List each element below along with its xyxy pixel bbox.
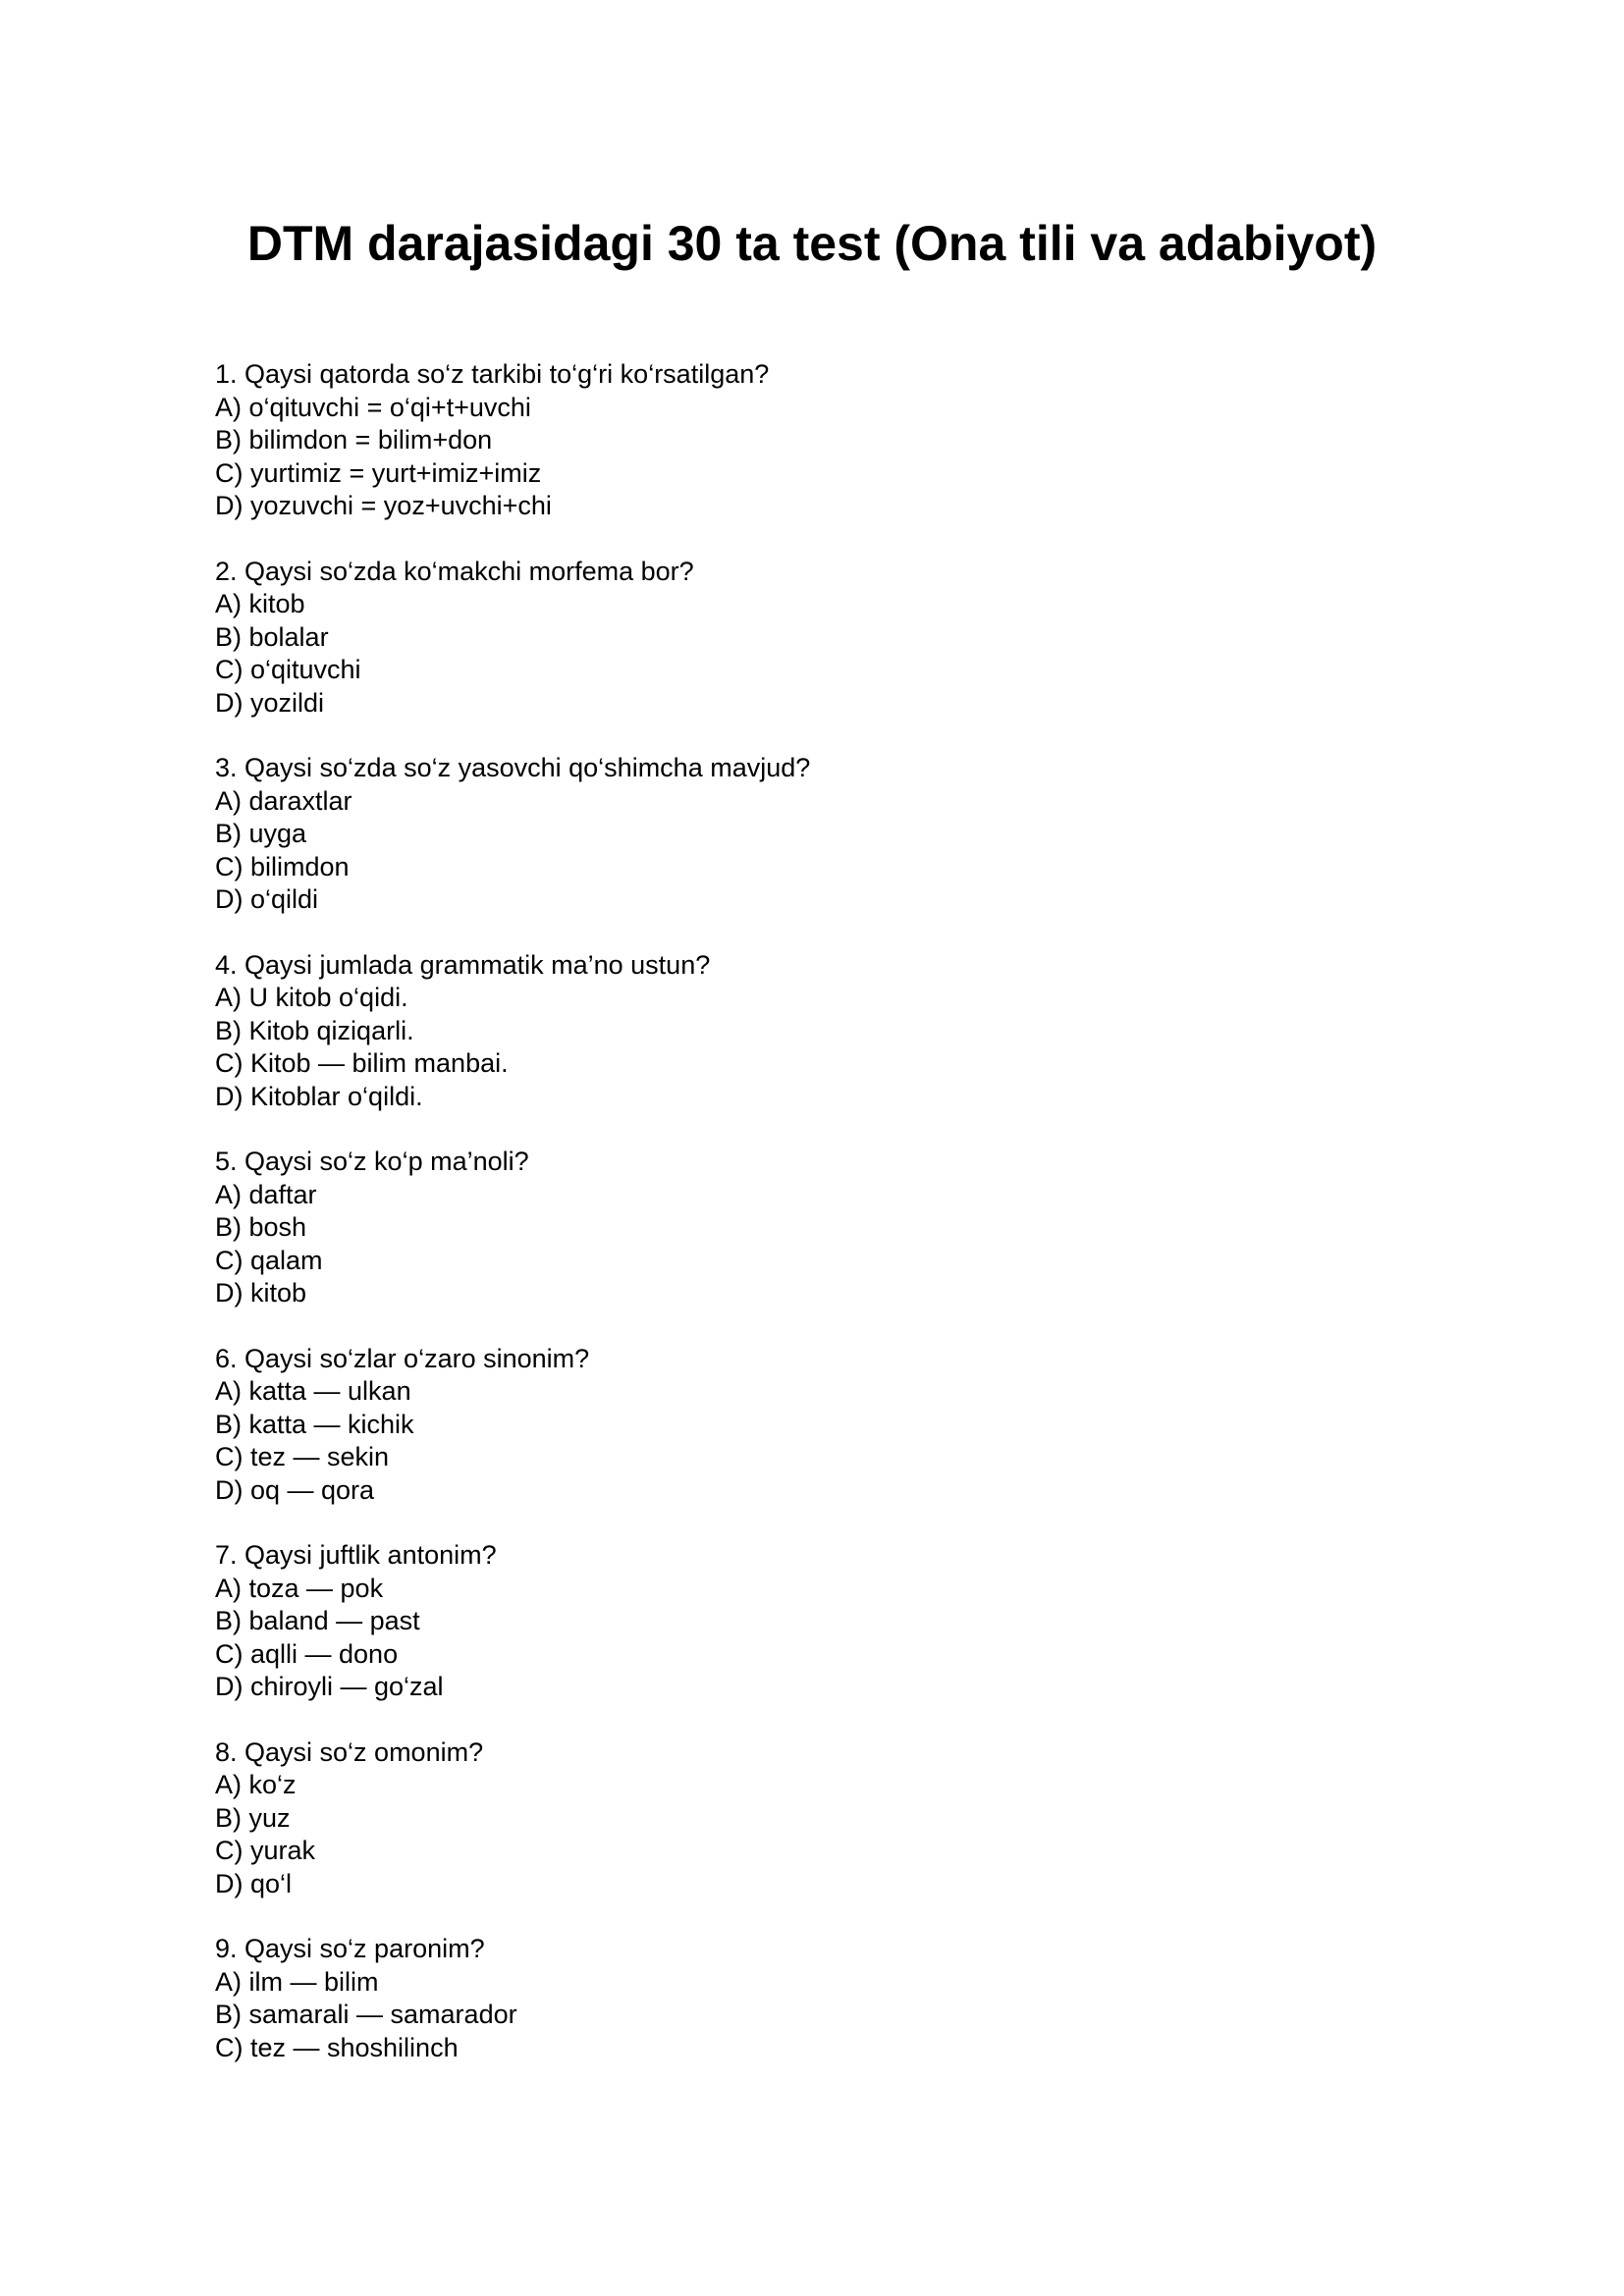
answer-option: D) oq — qora <box>215 1474 375 1505</box>
question-text: 2. Qaysi so‘zda ko‘makchi morfema bor? <box>215 556 694 586</box>
answer-option: D) Kitoblar o‘qildi. <box>215 1081 423 1111</box>
answer-option: B) katta — kichik <box>215 1409 414 1439</box>
question-text: 9. Qaysi so‘z paronim? <box>215 1934 485 1963</box>
answer-option: B) bosh <box>215 1212 307 1242</box>
answer-option: C) yurak <box>215 1836 316 1865</box>
question-text: 1. Qaysi qatorda so‘z tarkibi to‘g‘ri ko‘rsatilgan? <box>215 359 770 389</box>
question-block <box>215 358 1413 523</box>
answer-option: C) aqlli — dono <box>215 1638 399 1669</box>
answer-option: A) U kitob o‘qidi. <box>215 983 408 1012</box>
question-text: 6. Qaysi so‘zlar o‘zaro sinonim? <box>215 1343 590 1373</box>
answer-option: B) bilimdon = bilim+don <box>215 425 493 454</box>
answer-option: C) bilimdon <box>215 851 350 881</box>
answer-option: C) yurtimiz = yurt+imiz+imiz <box>215 457 542 488</box>
answer-option: C) tez — shoshilinch <box>215 2032 459 2062</box>
answer-option: A) o‘qituvchi = o‘qi+t+uvchi <box>215 392 531 422</box>
question-block <box>215 1343 1413 1508</box>
answer-option: D) o‘qildi <box>215 884 319 914</box>
answer-option: C) qalam <box>215 1245 323 1275</box>
question-text: 4. Qaysi jumlada grammatik ma’no ustun? <box>215 949 711 980</box>
question-block <box>215 752 1413 917</box>
question-list <box>215 358 1413 2097</box>
answer-option: D) yozuvchi = yoz+uvchi+chi <box>215 491 552 520</box>
document-title: DTM darajasidagi 30 ta test (Ona tili va adabiyot) <box>246 216 1378 271</box>
answer-option: B) bolalar <box>215 621 329 652</box>
answer-option: A) katta — ulkan <box>215 1376 411 1406</box>
answer-option: C) o‘qituvchi <box>215 655 361 684</box>
answer-option: A) daraxtlar <box>215 785 352 816</box>
answer-option: A) daftar <box>215 1179 317 1209</box>
answer-option: A) ilm — bilim <box>215 1966 379 1997</box>
answer-option: D) chiroyli — go‘zal <box>215 1672 444 1701</box>
answer-option: C) tez — sekin <box>215 1442 390 1471</box>
question-text: 5. Qaysi so‘z ko‘p ma’noli? <box>215 1147 529 1176</box>
question-block <box>215 1539 1413 1704</box>
answer-option: C) Kitob — bilim manbai. <box>215 1048 509 1078</box>
answer-option: A) ko‘z <box>215 1770 297 1799</box>
answer-option: B) yuz <box>215 1802 291 1833</box>
question-block <box>215 556 1413 721</box>
question-block <box>215 949 1413 1114</box>
answer-option: B) uyga <box>215 819 307 848</box>
answer-option: D) qo‘l <box>215 1868 293 1898</box>
answer-option: B) Kitob qiziqarli. <box>215 1015 414 1045</box>
answer-option: B) baland — past <box>215 1606 420 1635</box>
answer-option: A) toza — pok <box>215 1573 384 1603</box>
question-text: 3. Qaysi so‘zda so‘z yasovchi qo‘shimcha mavjud? <box>215 753 811 782</box>
answer-option: B) samarali — samarador <box>215 2000 517 2029</box>
answer-option: D) kitob <box>215 1278 307 1308</box>
question-block <box>215 1736 1413 1901</box>
answer-option: A) kitob <box>215 589 305 618</box>
question-block <box>215 1146 1413 1310</box>
question-text: 7. Qaysi juftlik antonim? <box>215 1540 497 1570</box>
answer-option: D) yozildi <box>215 687 325 718</box>
question-text: 8. Qaysi so‘z omonim? <box>215 1736 484 1767</box>
question-block <box>215 1933 1413 2064</box>
